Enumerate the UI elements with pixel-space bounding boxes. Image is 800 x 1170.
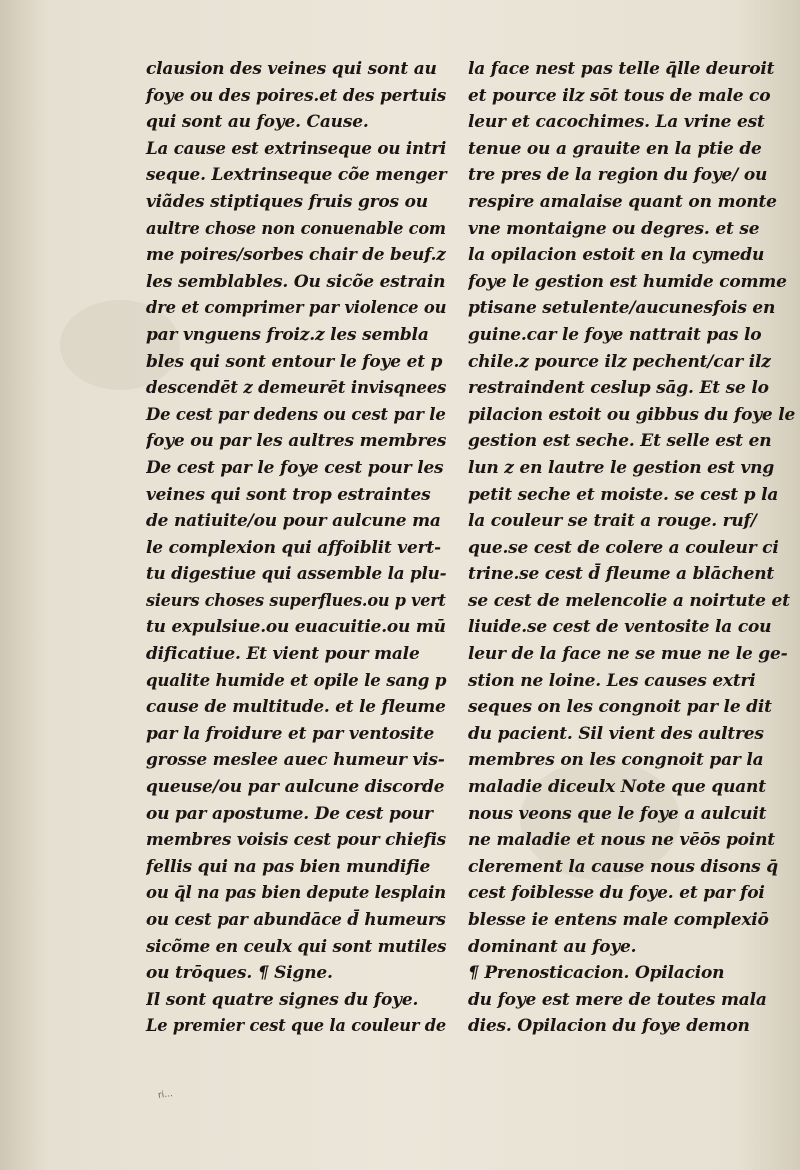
text-line: blesse ie entens male complexiō xyxy=(468,910,769,930)
text-line: dificatiue. Et vient pour male xyxy=(146,644,420,665)
text-line: maladie diceulx Note que quant xyxy=(468,777,766,798)
text-line: ou cest par abundāce d̄ humeurs xyxy=(146,910,446,930)
text-line: lun z en lautre le gestion est vng xyxy=(468,457,775,478)
text-line: trine.se cest d̄ fleume a blāchent xyxy=(468,564,775,585)
text-line: tu expulsiue.ou euacuitie.ou mū xyxy=(146,617,446,638)
text-line: membres voisis cest pour chiefis xyxy=(146,830,447,851)
text-line: chile.z pource ilz pechent/car ilz xyxy=(468,351,771,372)
text-line: aultre chose non conuenable com xyxy=(146,218,446,239)
text-line: tu digestiue qui assemble la plu- xyxy=(146,564,447,585)
text-line: vne montaigne ou degres. et se xyxy=(468,218,760,239)
text-line: leur de la face ne se mue ne le ge- xyxy=(468,644,788,665)
right-text-column xyxy=(468,56,796,1040)
text-line: seque. Lextrinseque cõe menger xyxy=(146,165,447,186)
text-line: pilacion estoit ou gibbus du foye le xyxy=(468,404,796,425)
text-line: Il sont quatre signes du foye. xyxy=(146,989,419,1010)
text-line: foye ou par les aultres membres xyxy=(146,431,446,452)
text-line: tenue ou a grauite en la ptie de xyxy=(468,138,762,159)
text-line: grosse meslee auec humeur vis- xyxy=(146,750,445,771)
text-line: bles qui sont entour le foye et p xyxy=(146,351,443,372)
text-line: membres on les congnoit par la xyxy=(468,750,764,771)
text-line: queuse/ou par aulcune discorde xyxy=(146,777,445,798)
marginal-note: ri... xyxy=(157,1089,174,1101)
text-line: ou trōques. ¶ Signe. xyxy=(146,963,333,984)
text-line: cause de multitude. et le fleume xyxy=(146,697,446,718)
text-line: cest foiblesse du foye. et par foi xyxy=(468,883,765,904)
text-line: qui sont au foye. Cause. xyxy=(146,112,369,133)
text-line: descendēt z demeurēt invisqnees xyxy=(146,378,447,399)
text-line: petit seche et moiste. se cest p la xyxy=(468,484,779,505)
text-line: du foye est mere de toutes mala xyxy=(468,989,767,1010)
text-line: le complexion qui affoiblit vert- xyxy=(146,537,441,558)
text-line: ne maladie et nous ne vēōs point xyxy=(468,830,775,851)
text-line: foye ou des poires.et des pertuis xyxy=(146,85,447,106)
text-line: me poires/sorbes chair de beuf.z xyxy=(146,245,446,266)
text-line: clausion des veines qui sont au xyxy=(146,59,437,79)
text-line: et pource ilz sōt tous de male co xyxy=(468,85,771,106)
text-line: gestion est seche. Et selle est en xyxy=(468,431,772,452)
text-line: liuide.se cest de ventosite la cou xyxy=(468,617,772,638)
text-line: sieurs choses superflues.ou p vert xyxy=(146,590,446,611)
text-line: les semblables. Ou sicõe estrain xyxy=(146,271,446,292)
text-line: Le premier cest que la couleur de xyxy=(146,1016,447,1037)
text-line: de natiuite/ou pour aulcune ma xyxy=(146,511,441,532)
text-line: se cest de melencolie a noirtute et xyxy=(468,590,790,611)
left-text-column xyxy=(146,56,446,1040)
text-line: ou q̄l na pas bien depute lesplain xyxy=(146,883,446,904)
text-line: dies. Opilacion du foye demon xyxy=(468,1016,750,1037)
text-line: fellis qui na pas bien mundifie xyxy=(146,856,431,877)
text-line: dre et comprimer par violence ou xyxy=(146,298,447,319)
text-line: guine.car le foye nattrait pas lo xyxy=(468,324,762,345)
text-line: foye le gestion est humide comme xyxy=(468,271,787,292)
text-line: ou par apostume. De cest pour xyxy=(146,803,433,824)
text-line: la couleur se trait a rouge. ruf/ xyxy=(468,511,757,532)
text-line: De cest par dedens ou cest par le xyxy=(146,404,446,425)
text-line: sicõme en ceulx qui sont mutiles xyxy=(146,936,447,957)
text-line: la face nest pas telle q̄lle deuroit xyxy=(468,59,775,79)
text-line: tre pres de la region du foye/ ou xyxy=(468,165,768,186)
text-line: du pacient. Sil vient des aultres xyxy=(468,723,764,744)
text-line: par vnguens froiz.z les sembla xyxy=(146,324,429,345)
text-line: leur et cacochimes. La vrine est xyxy=(468,112,765,133)
text-line: seques on les congnoit par le dit xyxy=(468,697,772,718)
text-line: dominant au foye. xyxy=(468,936,637,957)
text-line: De cest par le foye cest pour les xyxy=(146,457,444,478)
text-line: par la froidure et par ventosite xyxy=(146,723,435,744)
text-line: ptisane setulente/aucunesfois en xyxy=(468,298,776,319)
text-line: restraindent ceslup sāg. Et se lo xyxy=(468,378,769,399)
text-line: veines qui sont trop estraintes xyxy=(146,484,431,505)
text-line: ¶ Prenosticacion. Opilacion xyxy=(468,963,725,984)
text-line: la opilacion estoit en la cymedu xyxy=(468,245,765,266)
text-line: viãdes stiptiques fruis gros ou xyxy=(146,191,428,212)
text-line: clerement la cause nous disons q̄ xyxy=(468,856,778,877)
text-line: La cause est extrinseque ou intri xyxy=(146,138,447,159)
text-line: qualite humide et opile le sang p xyxy=(146,670,447,691)
text-line: respire amalaise quant on monte xyxy=(468,191,777,212)
text-line: stion ne loine. Les causes extri xyxy=(468,670,756,691)
text-line: nous veons que le foye a aulcuit xyxy=(468,803,767,824)
text-line: que.se cest de colere a couleur ci xyxy=(468,537,779,558)
